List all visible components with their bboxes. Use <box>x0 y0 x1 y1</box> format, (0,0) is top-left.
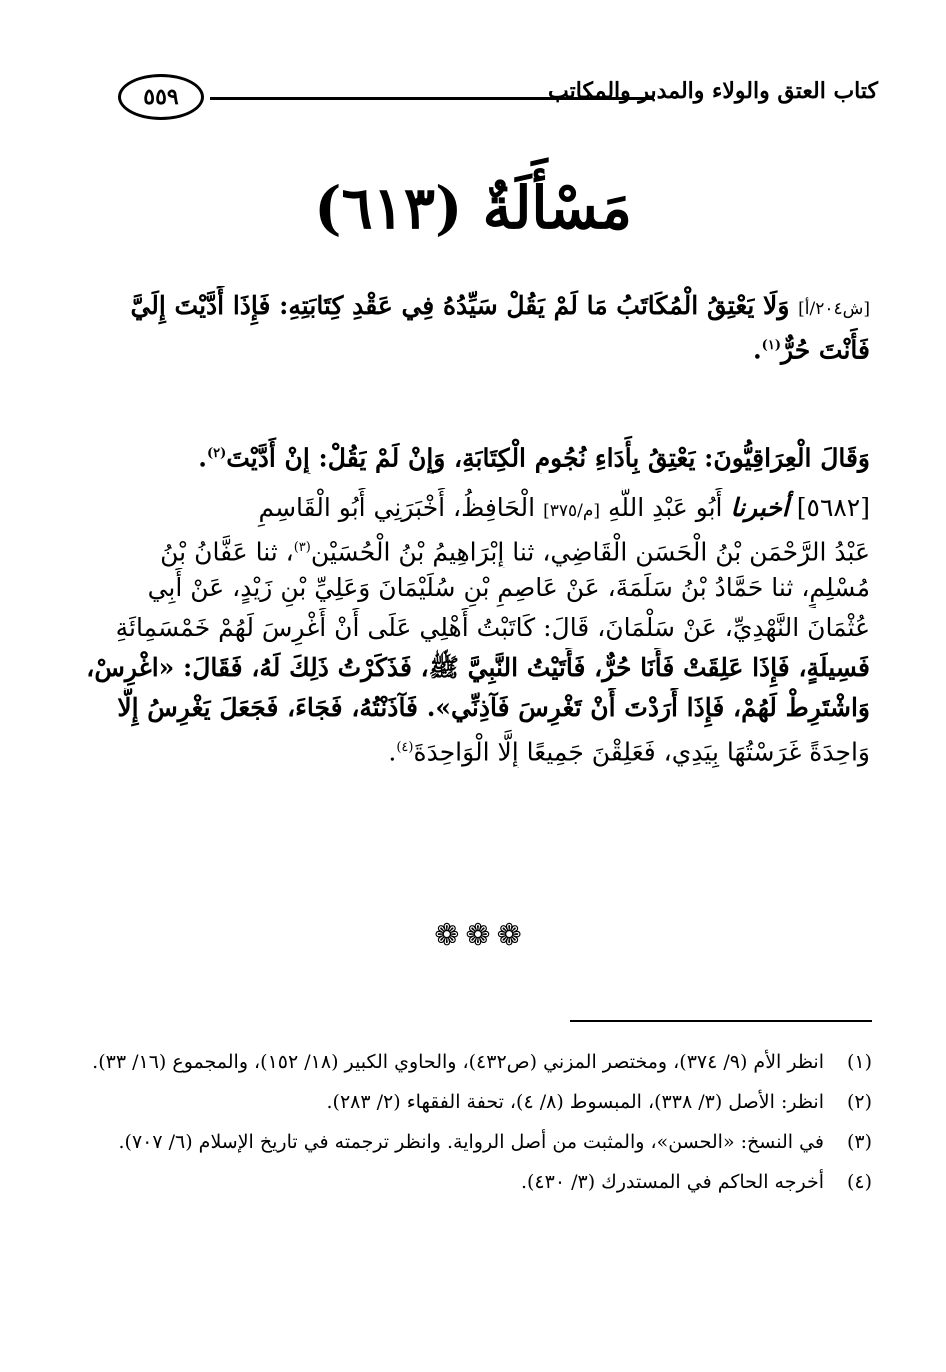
ornament-icon: ❁ <box>434 918 460 953</box>
hadith-number: [٥٦٨٢] <box>796 493 870 522</box>
footnote-number: (٤) <box>846 1171 872 1193</box>
iraqi-view-paragraph <box>80 434 870 474</box>
main-issue-paragraph <box>80 286 870 366</box>
hadith-line-7-text: وَاحِدَةً غَرَسْتُهَا بِيَدِي، فَعَلِقْنَ جَمِيعًا إِلَّا الْوَاحِدَةَ <box>413 737 870 767</box>
narrator-name: أَبُو عَبْدِ اللَّهِ <box>607 493 723 522</box>
hadith-line-1 <box>80 488 870 528</box>
page-number-text: ٥٥٩ <box>143 84 179 110</box>
masala-heading: مَسْأَلَةٌ (٦١٣) <box>314 174 632 242</box>
hadith-line-3: مُسْلِمٍ، ثنا حَمَّادُ بْنُ سَلَمَةَ، عَنْ عَاصِمِ بْنِ سُلَيْمَانَ وَعَلِيِّ بْنِ زَيْدٍ، عَنْ أَبِي <box>147 573 870 602</box>
hadith-line-5: فَسِيلَةٍ، فَإِذَا عَلِقَتْ فَأَنَا حُرٌّ، فَأَتَيْتُ النَّبِيَّ ﷺ، فَذَكَرْتُ ذَلِكَ لَهُ، فَقَالَ: «اغْرِسْ، <box>86 653 870 682</box>
footnotes <box>80 1046 872 1206</box>
page-number <box>118 74 204 120</box>
hadith-line-2-text: عَبْدُ الرَّحْمَنِ بْنُ الْحَسَنِ الْقَاضِي، ثنا إِبْرَاهِيمُ بْنُ الْحُسَيْنِ <box>310 537 870 567</box>
footnote-number: (٣) <box>846 1131 872 1153</box>
hadith-paragraph <box>80 488 870 768</box>
main-issue-text-1: وَلَا يَعْتِقُ الْمُكَاتَبُ مَا لَمْ يَقُلْ سَيِّدُهُ فِي عَقْدِ كِتَابَتِهِ: فَإِذَا أَدَّيْتَ إِلَيَّ <box>130 291 790 320</box>
hadith-line-1-rest: الْحَافِظُ، أَخْبَرَنِي أَبُو الْقَاسِمِ <box>258 493 536 522</box>
footnote-marker-4: (٤) <box>396 740 414 755</box>
hadith-line-7 <box>80 728 870 768</box>
footnote-number: (٢) <box>846 1091 872 1113</box>
iraqi-view-line <box>80 434 870 474</box>
main-issue-line-2 <box>80 326 870 366</box>
main-issue-end: . <box>752 335 762 365</box>
footnote-text: انظر: الأصل (٣/ ٣٣٨)، المبسوط (٨/ ٤)، تحفة الفقهاء (٢/ ٢٨٣). <box>326 1091 824 1113</box>
running-book-title: كتاب العتق والولاء والمدبر والمكاتب <box>548 78 878 104</box>
footnote-separator <box>570 1020 872 1022</box>
iraqi-view-end: . <box>198 443 207 473</box>
footnote-item <box>80 1046 872 1078</box>
iraqi-view-text: وَقَالَ الْعِرَاقِيُّونَ: يَعْتِقُ بِأَدَاءِ نُجُومِ الْكِتَابَةِ، وَإِنْ لَمْ يَقُلْ: إِنْ أَدَّيْتَ <box>226 443 870 473</box>
hadith-line-7-end: . <box>388 737 397 767</box>
footnote-text: في النسخ: «الحسن»، والمثبت من أصل الرواية. وانظر ترجمته في تاريخ الإسلام (٦/ ٧٠٧). <box>118 1131 824 1153</box>
main-issue-line-1 <box>80 286 870 326</box>
footnote-number: (١) <box>846 1051 872 1073</box>
footnote-item <box>80 1086 872 1118</box>
footnote-text: انظر الأم (٩/ ٣٧٤)، ومختصر المزني (ص٤٣٢)، والحاوي الكبير (١٨/ ١٥٢)، والمجموع (١٦/ ٣٣). <box>92 1051 824 1073</box>
manuscript-marker: [م/٣٧٥] <box>543 501 601 521</box>
manuscript-ref: [ش٢٠٤/أ] <box>798 299 870 319</box>
ornament-icon: ❁ <box>496 918 522 953</box>
footnote-marker-2: (٢) <box>206 446 227 461</box>
hadith-line-6: وَاشْتَرِطْ لَهُمْ، فَإِذَا أَرَدْتَ أَنْ تَغْرِسَ فَآذِنِّي». فَآذَنْتُهُ، فَجَاءَ، فَجَعَلَ يَغْرِسُ إِلَّا <box>117 693 870 722</box>
footnote-text: أخرجه الحاكم في المستدرك (٣/ ٤٣٠). <box>520 1171 824 1193</box>
footnote-marker-3: (٣) <box>293 540 311 555</box>
section-ornaments <box>418 916 538 956</box>
ornament-icon: ❁ <box>465 918 491 953</box>
footnote-item <box>80 1126 872 1158</box>
hadith-line-4: عُثْمَانَ النَّهْدِيِّ، عَنْ سَلْمَانَ، قَالَ: كَاتَبْتُ أَهْلِي عَلَى أَنْ أَغْرِسَ لَهُمْ خَمْسَمِائَةِ <box>115 613 870 642</box>
hadith-line-2-end: ، ثنا عَفَّانُ بْنُ <box>160 537 294 567</box>
footnote-item <box>80 1166 872 1198</box>
akhbarana-word: أخبرنا <box>730 493 789 522</box>
footnote-marker-1: (١) <box>761 338 781 353</box>
main-issue-text-2: فَأَنْتَ حُرٌّ <box>780 335 870 365</box>
hadith-line-2 <box>80 528 870 568</box>
